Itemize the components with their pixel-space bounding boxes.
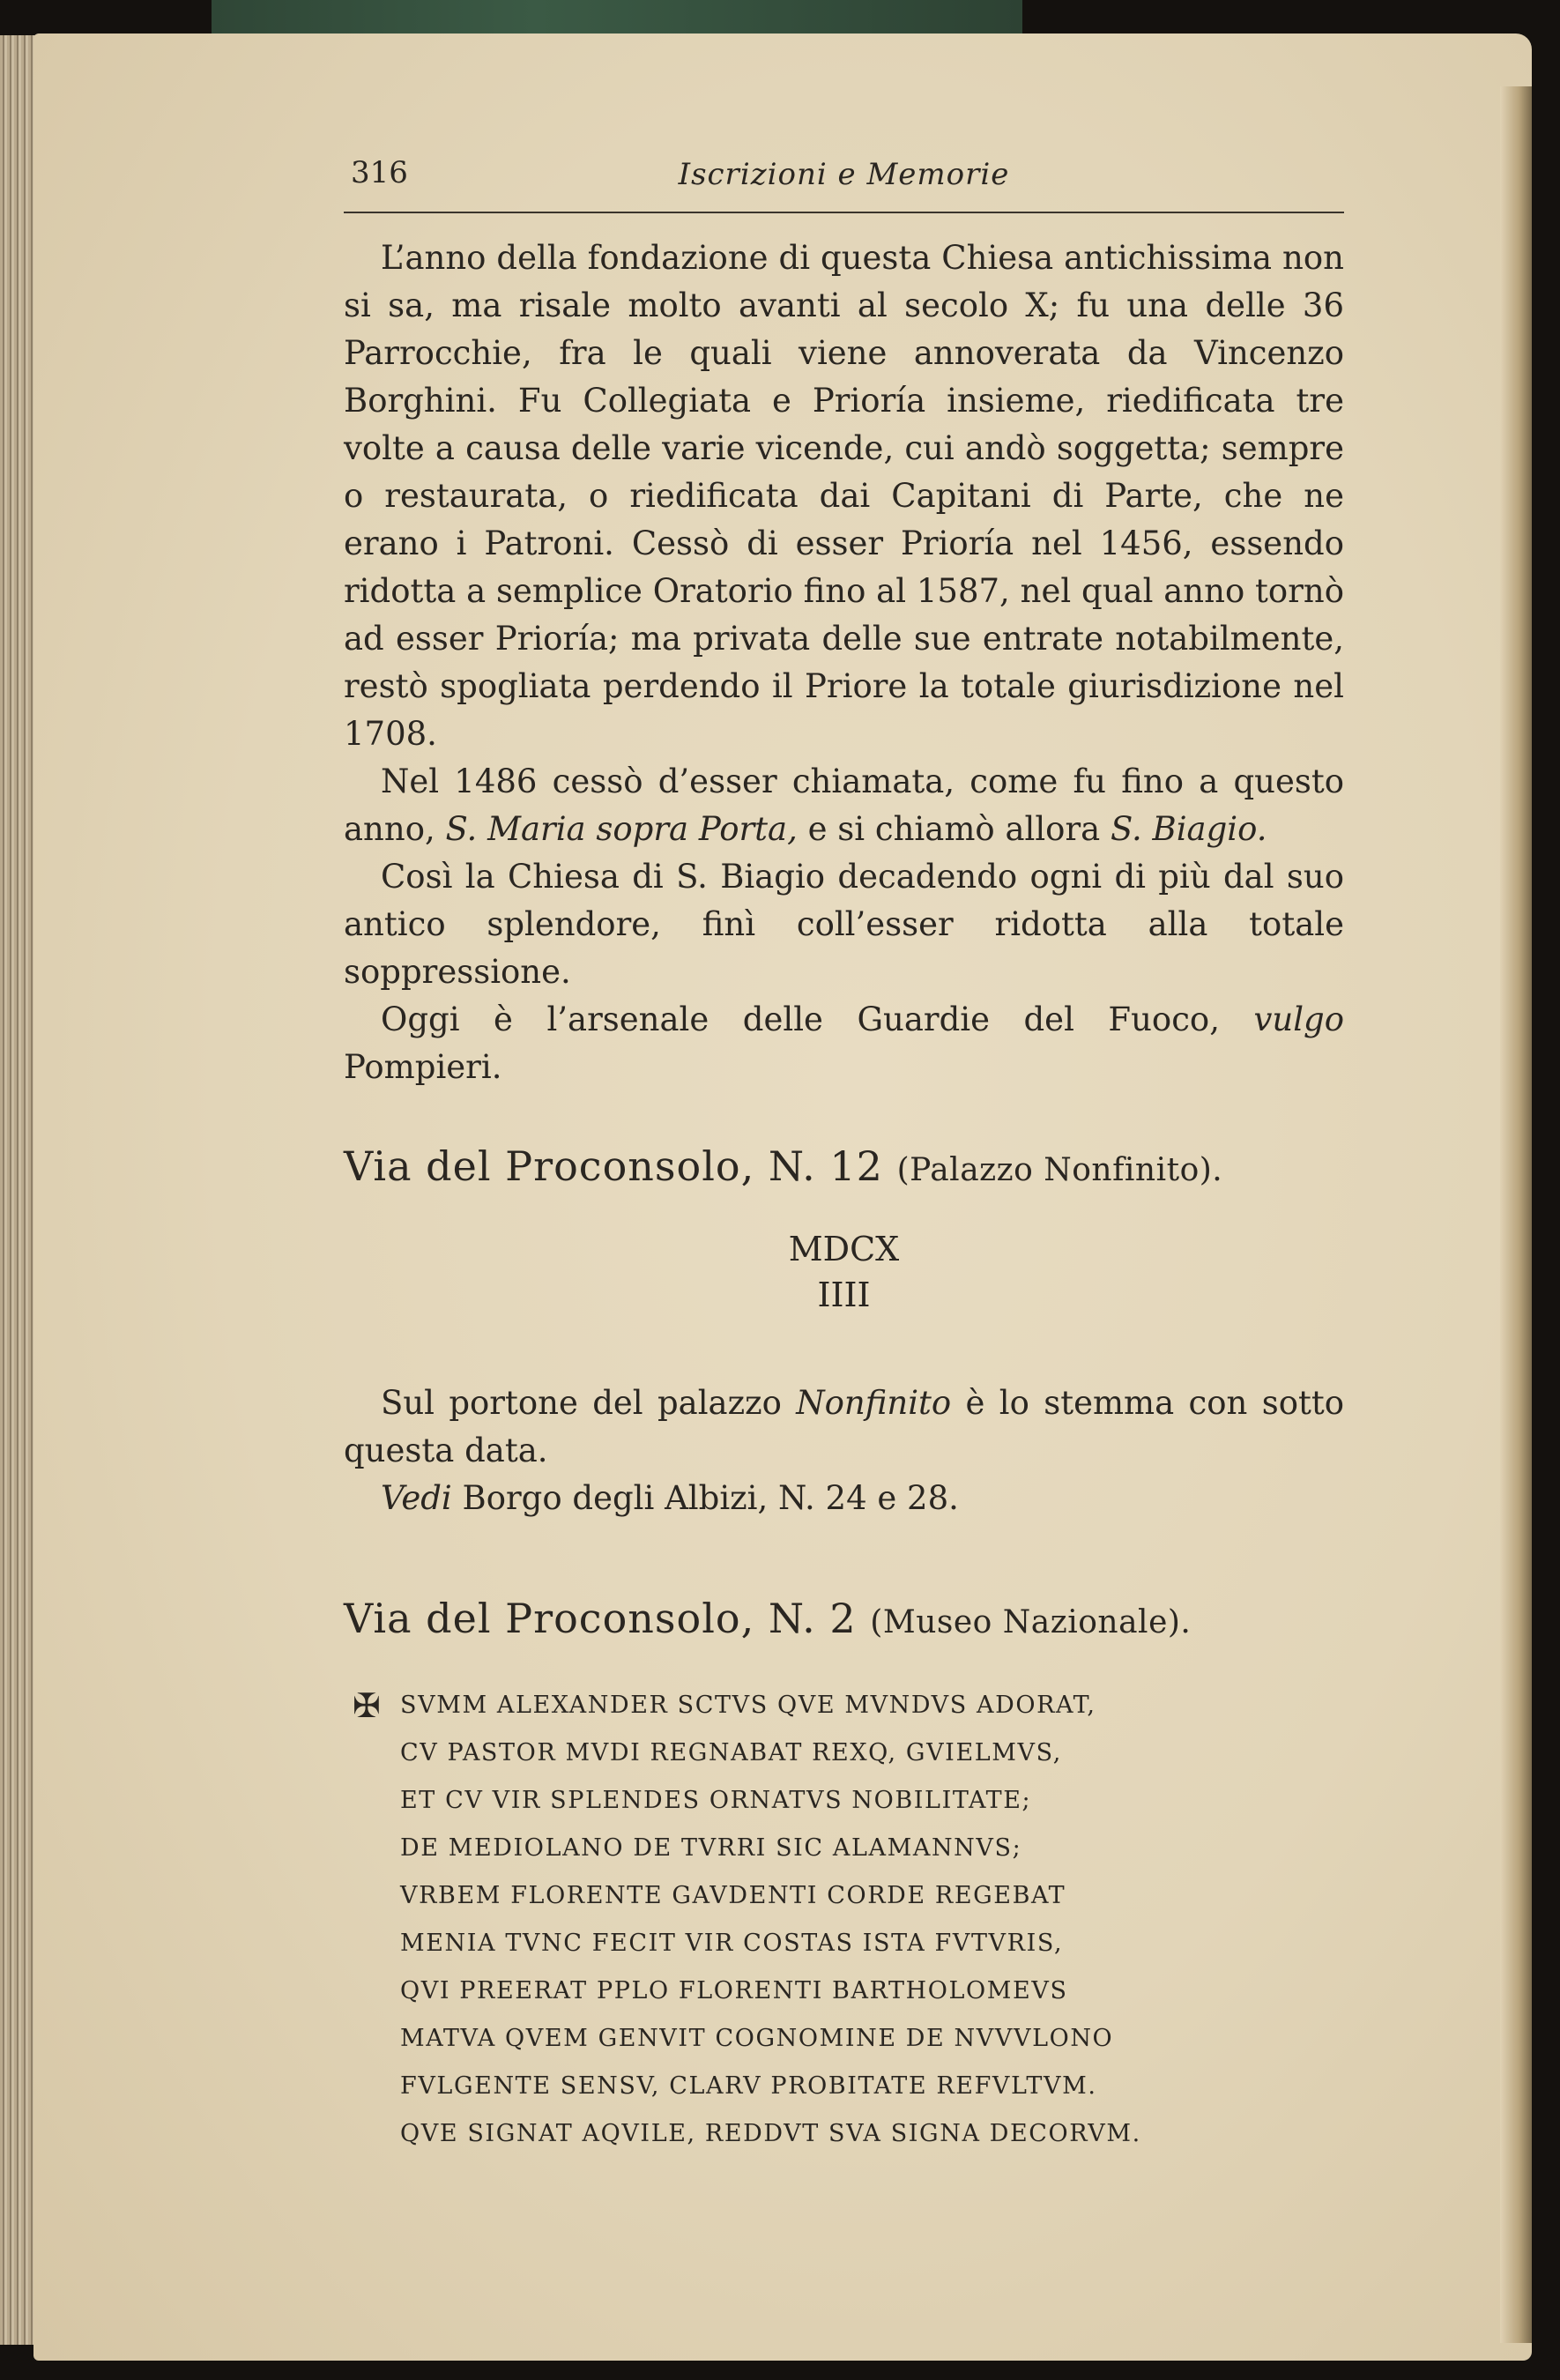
text-segment: e si chiamò allora xyxy=(807,810,1101,848)
cross-icon: ✠ xyxy=(353,1686,383,1725)
inscription-line: VRBEM FLORENTE GAVDENTI CORDE REGEBAT xyxy=(400,1882,1066,1909)
inscription-line: SVMM ALEXANDER SCTVS QVE MVNDVS ADORAT, xyxy=(400,1692,1096,1719)
date-line: MDCX xyxy=(788,1230,900,1268)
text-segment: Pompieri. xyxy=(344,1048,502,1086)
latin-inscription xyxy=(344,1682,1344,2158)
paragraph-decline: Così la Chiesa di S. Biagio decadendo ogni di più dal suo antico splendore, finì coll’esser ridotta alla totale soppressione. xyxy=(344,858,1344,991)
heading-building: (Palazzo Nonfinito). xyxy=(896,1152,1223,1188)
section-note xyxy=(344,1380,1344,1522)
page-content xyxy=(344,150,1344,2158)
italic-palace-name: Nonfinito xyxy=(796,1384,952,1422)
running-head xyxy=(344,150,1344,213)
cover-edge xyxy=(212,0,1022,33)
text-segment: Borgo degli Albizi, N. 24 e 28. xyxy=(462,1479,959,1517)
paragraph-name-change xyxy=(344,758,1344,853)
paragraph-cross-reference xyxy=(344,1475,1344,1522)
section-heading xyxy=(344,1142,1344,1194)
inscription-line: FVLGENTE SENSV, CLARV PROBITATE REFVLTVM. xyxy=(400,2072,1097,2100)
inscription-line: MENIA TVNC FECIT VIR COSTAS ISTA FVTVRIS, xyxy=(400,1930,1064,1957)
page-stack-edge xyxy=(0,35,37,2345)
inscription-line: ET CV VIR SPLENDES ORNATVS NOBILITATE; xyxy=(400,1787,1032,1814)
italic-word: vulgo xyxy=(1253,1000,1344,1038)
text-segment: Sul portone del palazzo xyxy=(381,1384,782,1422)
italic-word: Vedi xyxy=(381,1479,452,1517)
inscription-date xyxy=(344,1226,1344,1318)
text-segment: Nel 1486 cessò d’esser chiamata, come fu fino a questo anno, xyxy=(344,762,1344,848)
inscription-line: QVE SIGNAT AQVILE, REDDVT SVA SIGNA DECORVM. xyxy=(400,2120,1141,2147)
paragraph-portal xyxy=(344,1380,1344,1475)
italic-church-name: S. Biagio. xyxy=(1110,810,1267,848)
text-segment: è lo stemma con sotto questa data. xyxy=(344,1384,1344,1469)
date-line: IIII xyxy=(817,1276,871,1314)
italic-church-name: S. Maria sopra Porta, xyxy=(445,810,798,848)
heading-address: Via del Proconsolo, N. 12 xyxy=(344,1142,883,1190)
inscription-line: QVI PREERAT PPLO FLORENTI BARTHOLOMEVS xyxy=(400,1977,1068,2004)
paragraph-today xyxy=(344,996,1344,1091)
heading-address: Via del Proconsolo, N. 2 xyxy=(344,1595,857,1642)
text-segment: Oggi è l’arsenale delle Guardie del Fuoco, xyxy=(381,1000,1220,1038)
inscription-line: CV PASTOR MVDI REGNABAT REXQ, GVIELMVS, xyxy=(400,1739,1062,1766)
inscription-line: MATVA QVEM GENVIT COGNOMINE DE NVVVLONO xyxy=(400,2025,1114,2052)
paragraph-foundation: L’anno della fondazione di questa Chiesa antichissima non si sa, ma risale molto avanti al secolo X; fu una delle 36 Parrocchie, fra le quali viene annoverata da Vincenzo Borghini. Fu Collegiata e Prioría insieme, riedificata tre volte a causa delle varie vicende, cui andò soggetta; sempre o restaurata, o riedificata dai Capitani di Parte, che ne erano i Patroni. Cessò di esser Prioría nel 1456, essendo ridotta a semplice Oratorio fino al 1587, nel qual anno tornò ad esser Prioría; ma privata delle sue entrate notabilmente, restò spogliata perdendo il Priore la totale giurisdizione nel 1708. xyxy=(344,239,1344,753)
page-number: 316 xyxy=(351,155,408,190)
section-heading xyxy=(344,1595,1344,1647)
page-gutter-shadow xyxy=(1500,86,1532,2343)
heading-building: (Museo Nazionale). xyxy=(870,1604,1192,1640)
inscription-line: DE MEDIOLANO DE TVRRI SIC ALAMANNVS; xyxy=(400,1834,1022,1862)
running-title: Iscrizioni e Memorie xyxy=(678,157,1010,192)
intro-text xyxy=(344,234,1344,1647)
